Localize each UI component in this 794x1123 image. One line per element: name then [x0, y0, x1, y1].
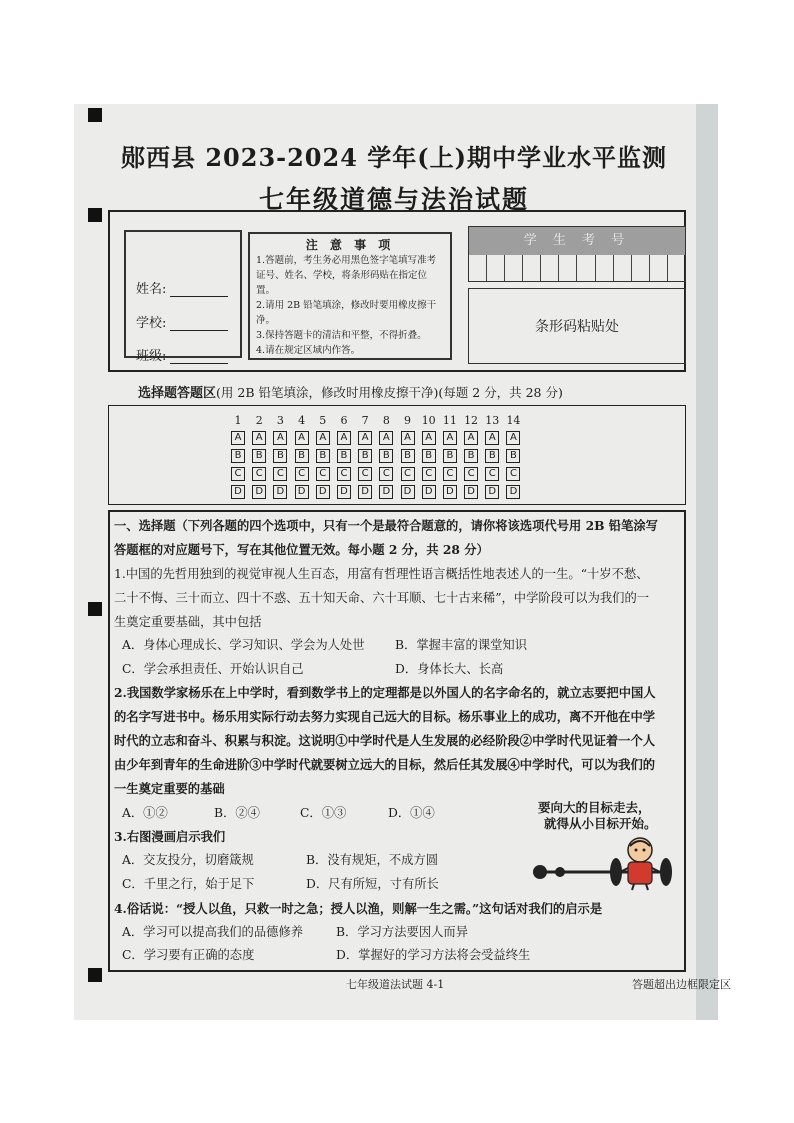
- question-1-text: 生奠定重要基础，其中包括: [114, 615, 262, 629]
- answer-bubble[interactable]: A: [337, 431, 351, 445]
- question-4-text: 4.俗话说：“授人以鱼，只救一时之急；授人以渔，则解一生之需。”这句话对我们的启示是: [114, 901, 603, 916]
- corner-mark: [88, 968, 102, 982]
- answer-bubble[interactable]: A: [316, 431, 330, 445]
- question-2-option-c: C．①③: [300, 806, 347, 820]
- question-2-text: 的名字写进书中。杨乐用实际行动去努力实现自己远大的目标。杨乐事业上的成功，离不开他在中学: [114, 709, 656, 724]
- answer-bubble[interactable]: A: [231, 431, 245, 445]
- answer-bubble[interactable]: D: [422, 485, 436, 499]
- answer-number: 4: [298, 414, 306, 427]
- question-1-text: 二十不悔、三十而立、四十不惑、五十知天命、六十耳顺、七十古来稀”，中学阶段可以为我们的一: [114, 591, 650, 605]
- answer-number: 3: [276, 414, 284, 427]
- name-field[interactable]: [170, 282, 228, 297]
- big-weight-right: [660, 858, 672, 886]
- answer-bubble[interactable]: C: [464, 467, 478, 481]
- answer-area-label: [138, 382, 563, 401]
- question-4-option-a: A．学习可以提高我们的品德修养: [122, 925, 304, 939]
- answer-bubble[interactable]: B: [337, 449, 351, 463]
- answer-bubble[interactable]: C: [401, 467, 415, 481]
- answer-bubble[interactable]: A: [485, 431, 499, 445]
- question-4-option-c: C．学习要有正确的态度: [122, 948, 255, 962]
- answer-bubble[interactable]: C: [252, 467, 266, 481]
- answer-bubble[interactable]: D: [358, 485, 372, 499]
- exam-subtitle: 七年级道德与法治试题: [258, 185, 529, 214]
- answer-bubble[interactable]: D: [464, 485, 478, 499]
- school-label: 学校:: [136, 316, 167, 331]
- answer-number: 8: [382, 414, 390, 427]
- answer-number: 2: [255, 414, 263, 427]
- name-row: [136, 278, 228, 297]
- question-2-option-d: D．①④: [388, 806, 435, 820]
- footer-note: 答题超出边框限定区: [632, 978, 731, 991]
- answer-bubble[interactable]: B: [422, 449, 436, 463]
- class-label: 班级:: [136, 349, 167, 364]
- section-heading: 一、选择题（下列各题的四个选项中，只有一个是最符合题意的，请你将该选项代号用 2B 铅笔涂写: [114, 518, 658, 533]
- answer-bubble[interactable]: A: [506, 431, 520, 445]
- header-panel: [108, 210, 686, 372]
- answer-bubble[interactable]: C: [506, 467, 520, 481]
- cartoon-caption: [538, 800, 670, 832]
- page-footer: 七年级道法试题 4-1: [346, 978, 445, 991]
- question-3-option-a: A．交友投分，切磨箴规: [122, 853, 254, 867]
- answer-bubble[interactable]: B: [358, 449, 372, 463]
- answer-bubble[interactable]: A: [422, 431, 436, 445]
- answer-number: 13: [485, 414, 500, 427]
- answer-bubble[interactable]: A: [464, 431, 478, 445]
- answer-bubble[interactable]: D: [337, 485, 351, 499]
- answer-number: 10: [421, 414, 436, 427]
- answer-area-title: 选择题答题区: [138, 386, 217, 401]
- exam-title: 郧西县 2023-2024 学年(上)期中学业水平监测: [121, 143, 667, 172]
- answer-bubble[interactable]: D: [316, 485, 330, 499]
- answer-bubble[interactable]: B: [443, 449, 457, 463]
- answer-bubble[interactable]: B: [401, 449, 415, 463]
- answer-bubble[interactable]: C: [295, 467, 309, 481]
- class-field[interactable]: [170, 349, 228, 364]
- student-id-cells[interactable]: [469, 255, 685, 281]
- small-weight-left: [533, 865, 547, 879]
- class-row: [136, 345, 228, 364]
- notice-item: 2.请用 2B 铅笔填涂，修改时要用橡皮擦干净。: [256, 300, 437, 326]
- answer-number: 1: [234, 414, 242, 427]
- answer-bubble[interactable]: A: [273, 431, 287, 445]
- answer-bubble[interactable]: D: [506, 485, 520, 499]
- question-1-option-a: A．身体心理成长、学习知识、学会为人处世: [122, 638, 365, 652]
- answer-bubble[interactable]: B: [316, 449, 330, 463]
- answer-bubble[interactable]: D: [485, 485, 499, 499]
- answer-bubble[interactable]: B: [231, 449, 245, 463]
- answer-bubble[interactable]: B: [295, 449, 309, 463]
- answer-bubble[interactable]: D: [379, 485, 393, 499]
- answer-area-note: (用 2B 铅笔填涂，修改时用橡皮擦干净)(每题 2 分，共 28 分): [216, 385, 563, 400]
- question-1-option-d: D．身体长大、长高: [395, 662, 504, 676]
- answer-bubble[interactable]: B: [379, 449, 393, 463]
- answer-bubble[interactable]: D: [231, 485, 245, 499]
- cartoon-caption-line: 就得从小目标开始。: [544, 816, 657, 831]
- notice-item: 3.保持答题卡的清洁和平整，不得折叠。: [256, 330, 427, 341]
- answer-bubble[interactable]: D: [401, 485, 415, 499]
- question-4-option-b: B．学习方法要因人而异: [336, 925, 469, 939]
- section-heading: 答题框的对应题号下，写在其他位置无效。每小题 2 分，共 28 分）: [114, 542, 489, 557]
- student-id-title: 学 生 考 号: [469, 227, 685, 255]
- corner-mark: [88, 108, 102, 122]
- student-info-box: [124, 230, 242, 364]
- answer-bubble[interactable]: A: [252, 431, 266, 445]
- question-3-option-d: D．尺有所短，寸有所长: [306, 877, 439, 891]
- question-2-text: 一生奠定重要的基础: [114, 781, 225, 796]
- corner-mark: [88, 602, 102, 616]
- question-3-option-b: B．没有规矩，不成方圆: [306, 853, 439, 867]
- answer-bubble[interactable]: C: [358, 467, 372, 481]
- answer-number: 9: [404, 414, 411, 427]
- answer-grid: [231, 414, 520, 499]
- answer-bubble[interactable]: C: [316, 467, 330, 481]
- notice-title: 注 意 事 项: [305, 238, 395, 252]
- question-2-text: 由少年到青年的生命进阶③中学时代就要树立远大的目标，然后任其发展④中学时代，可以为我们的: [114, 757, 656, 772]
- answer-bubble[interactable]: C: [485, 467, 499, 481]
- cartoon-caption-line: 要向大的目标走去，: [538, 800, 651, 815]
- question-4-option-d: D．掌握好的学习方法将会受益终生: [336, 948, 531, 962]
- answer-number: 14: [506, 414, 521, 427]
- answer-number: 11: [442, 414, 457, 427]
- answer-bubble[interactable]: A: [358, 431, 372, 445]
- answer-bubble[interactable]: C: [337, 467, 351, 481]
- notice-box: [248, 232, 452, 360]
- paper-edge: [696, 104, 718, 1020]
- answer-bubble[interactable]: D: [252, 485, 266, 499]
- question-1-option-c: C．学会承担责任、开始认识自己: [122, 662, 304, 676]
- question-2-text: 时代的立志和奋斗、积累与积淀。这说明①中学时代是人生发展的必经阶段②中学时代见证着一个人: [114, 733, 656, 748]
- answer-bubble[interactable]: D: [273, 485, 287, 499]
- answer-bubble[interactable]: D: [443, 485, 457, 499]
- answer-number: 5: [319, 414, 327, 427]
- question-3-option-c: C．千里之行，始于足下: [122, 877, 255, 891]
- answer-bubble[interactable]: C: [422, 467, 436, 481]
- notice-item: 1.答题前，考生务必用黑色签字笔填写准考证号、姓名、学校，将条形码贴在指定位置。: [256, 255, 437, 296]
- question-2-option-a: A．①②: [122, 806, 168, 820]
- lifter-body: [628, 862, 652, 884]
- answer-bubble[interactable]: A: [379, 431, 393, 445]
- answer-number: 7: [361, 414, 369, 427]
- question-1-text: 1.中国的先哲用独到的视觉审视人生百态，用富有哲理性语言概括性地表述人的一生。“十岁不愁、: [114, 567, 649, 581]
- question-2-option-b: B．②④: [214, 806, 260, 820]
- notice-item: 4.请在规定区域内作答。: [256, 345, 361, 356]
- school-field[interactable]: [170, 316, 228, 331]
- small-weight-right: [555, 867, 565, 877]
- answer-area: [108, 405, 686, 505]
- question-2-text: 2.我国数学家杨乐在上中学时，看到数学书上的定理都是以外国人的名字命名的，就立志要把中国人: [114, 685, 656, 700]
- answer-bubble[interactable]: C: [231, 467, 245, 481]
- answer-bubble[interactable]: A: [443, 431, 457, 445]
- answer-bubble[interactable]: B: [273, 449, 287, 463]
- barcode-area: 条形码粘贴处: [468, 288, 686, 364]
- student-id-box: [468, 226, 686, 282]
- answer-number: 12: [464, 414, 479, 427]
- answer-bubble[interactable]: B: [464, 449, 478, 463]
- answer-bubble[interactable]: B: [506, 449, 520, 463]
- answer-bubble[interactable]: B: [252, 449, 266, 463]
- answer-bubble[interactable]: C: [273, 467, 287, 481]
- weightlifter-cartoon: [528, 832, 678, 892]
- question-3-text: 3.右图漫画启示我们: [114, 829, 226, 844]
- question-1-option-b: B．掌握丰富的课堂知识: [395, 638, 528, 652]
- answer-bubble[interactable]: C: [379, 467, 393, 481]
- name-label: 姓名:: [136, 282, 167, 297]
- answer-bubble[interactable]: D: [295, 485, 309, 499]
- answer-bubble[interactable]: C: [443, 467, 457, 481]
- answer-bubble[interactable]: B: [485, 449, 499, 463]
- answer-number: 6: [340, 414, 348, 427]
- school-row: [136, 312, 228, 331]
- answer-bubble[interactable]: A: [295, 431, 309, 445]
- answer-bubble[interactable]: A: [401, 431, 415, 445]
